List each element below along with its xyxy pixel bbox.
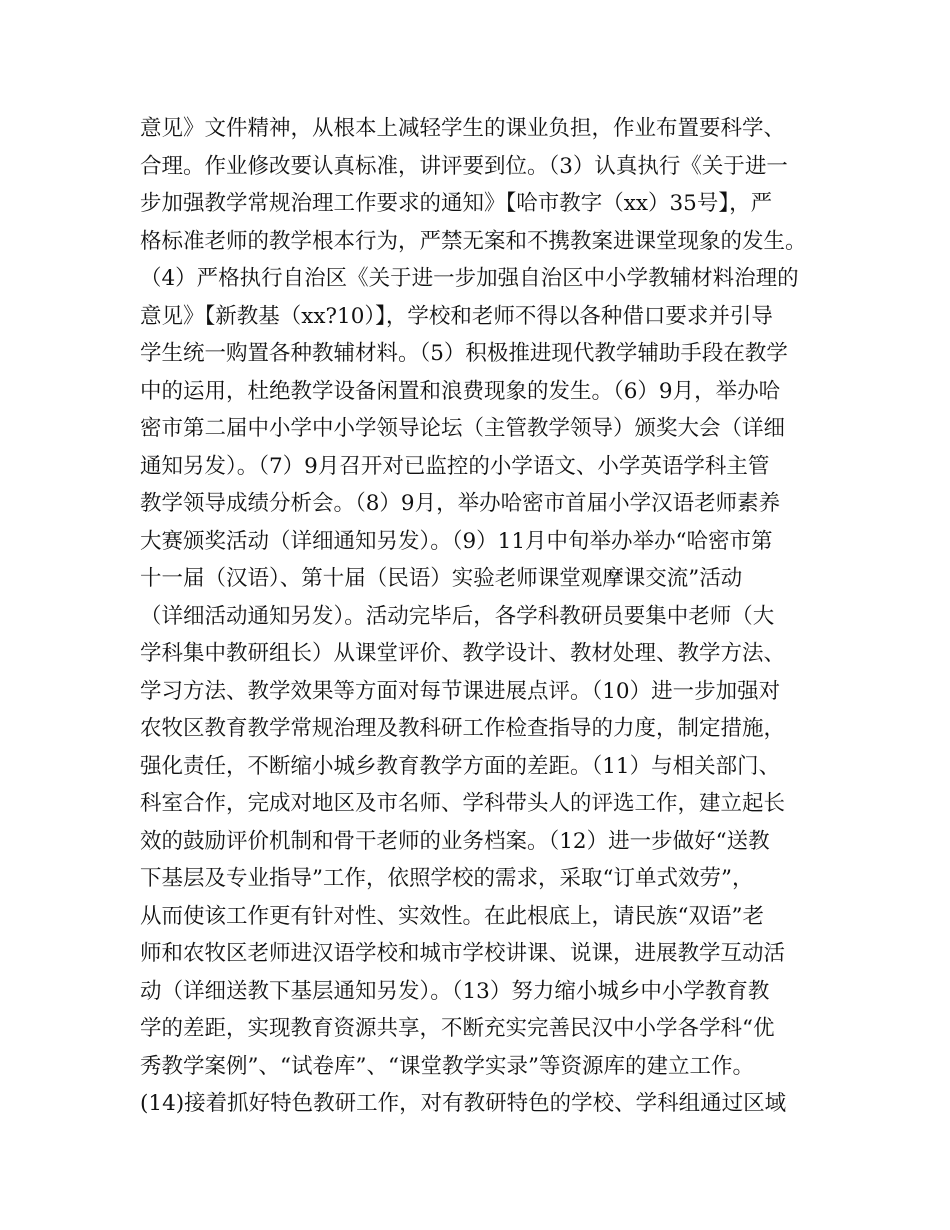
text-line: 下基层及专业指导”工作，依照学校的需求，采取“订单式效劳”， <box>140 866 754 891</box>
text-line: 学习方法、教学效果等方面对每节课进展点评。（10）进一步加强对 <box>140 678 781 704</box>
text-line: 教学领导成绩分析会。（8）9月，举办哈密市首届小学汉语老师素养 <box>140 491 781 516</box>
text-line: 学的差距，实现教育资源共享，不断充实完善民汉中小学各学科“优 <box>140 1016 775 1041</box>
text-line: （详细活动通知另发）。活动完毕后，各学科教研员要集中老师（大 <box>140 603 775 629</box>
text-line: 十一届（汉语）、第十届（民语）实验老师课堂观摩课交流”活动 <box>140 566 743 591</box>
text-line: 科室合作，完成对地区及市名师、学科带头人的评选工作，建立起长 <box>140 791 786 816</box>
text-line: 大赛颁奖活动（详细通知另发）。（9）11月中旬举办举办“哈密市第 <box>140 528 773 554</box>
text-line: 动（详细送教下基层通知另发）。（13）努力缩小城乡中小学教育教 <box>140 978 770 1004</box>
text-line: 强化责任，不断缩小城乡教育教学方面的差距。（11）与相关部门、 <box>140 753 781 779</box>
body-text <box>140 110 840 1123</box>
text-line: 意见》文件精神，从根本上减轻学生的课业负担，作业布置要科学、 <box>140 116 786 141</box>
text-line: 从而使该工作更有针对性、实效性。在此根底上，请民族“双语”老 <box>140 903 764 929</box>
text-line: 通知另发）。（7）9月召开对已监控的小学语文、小学英语学科主管 <box>140 453 770 479</box>
text-line: 格标准老师的教学根本行为，严禁无案和不携教案进课堂现象的发生。 <box>140 228 807 254</box>
text-line: 合理。作业修改要认真标准，讲评要到位。（3）认真执行《关于进一 <box>140 153 788 179</box>
text-line: 农牧区教育教学常规治理及教科研工作检查指导的力度，制定措施， <box>140 716 786 741</box>
text-line: (14)接着抓好特色教研工作，对有教研特色的学校、学科组通过区域 <box>140 1091 787 1116</box>
text-line: 学生统一购置各种教辅材料。（5）积极推进现代教学辅助手段在教学 <box>140 341 788 366</box>
text-line: 师和农牧区老师进汉语学校和城市学校讲课、说课，进展教学互动活 <box>140 941 786 966</box>
text-line: 秀教学案例”、“试卷库”、“课堂教学实录”等资源库的建立工作。 <box>140 1053 754 1079</box>
text-line: 效的鼓励评价机制和骨干老师的业务档案。（12）进一步做好“送教 <box>140 828 770 854</box>
text-line: 中的运用，杜绝教学设备闲置和浪费现象的发生。（6）9月，举办哈 <box>140 378 781 404</box>
text-line: 步加强教学常规治理工作要求的通知》【哈市教字（xx）35号】，严 <box>140 191 773 216</box>
text-line: 意见》【新教基（xx?10）】，学校和老师不得以各种借口要求并引导 <box>140 303 773 329</box>
text-line: 学科集中教研组长）从课堂评价、教学设计、教材处理、教学方法、 <box>140 641 786 666</box>
text-line: 密市第二届中小学中小学领导论坛（主管教学领导）颁奖大会（详细 <box>140 416 786 441</box>
text-line: （4）严格执行自治区《关于进一步加强自治区中小学教辅材料治理的 <box>140 266 799 291</box>
